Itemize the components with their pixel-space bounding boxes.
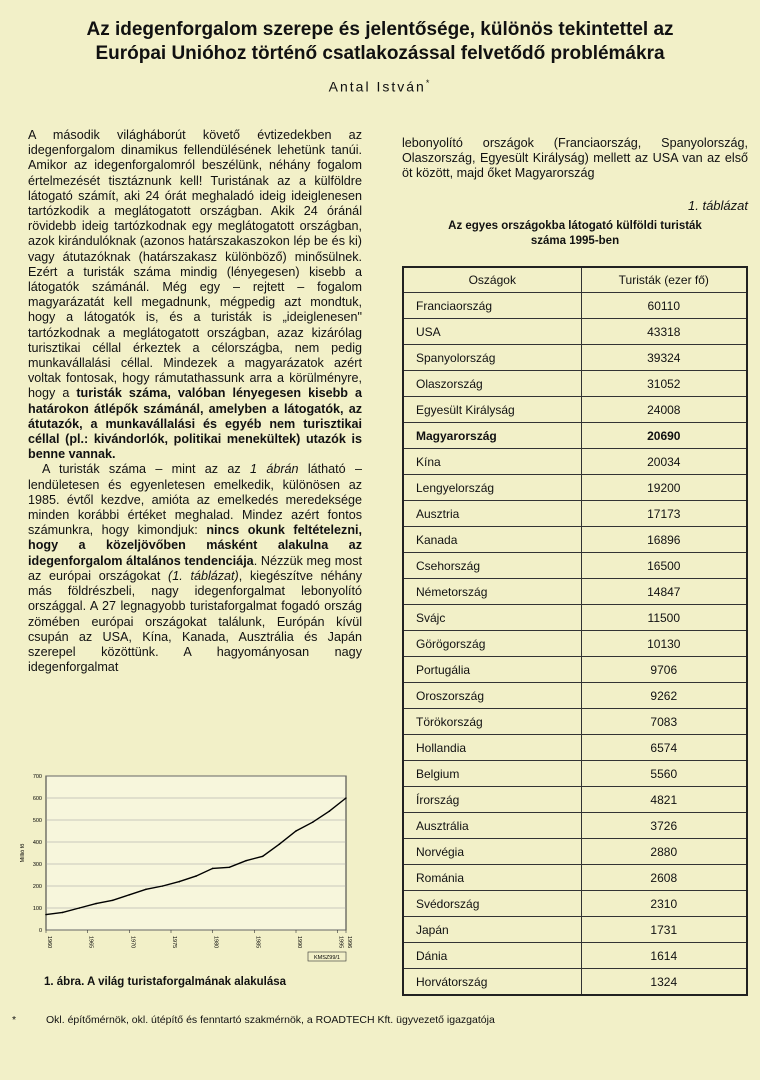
data-point [295, 830, 297, 832]
x-tick-label: 1965 [87, 936, 94, 949]
x-tick-label: 1975 [171, 936, 177, 949]
table-row [403, 865, 747, 891]
plot-area [46, 776, 346, 930]
table-header-row [403, 267, 747, 293]
country-cell: Csehország [403, 553, 581, 579]
country-cell: Olaszország [403, 371, 581, 397]
tourist-table [402, 266, 748, 996]
country-cell: Ausztria [403, 501, 581, 527]
country-cell: Oroszország [403, 683, 581, 709]
table-row [403, 683, 747, 709]
country-cell: Lengyelország [403, 475, 581, 501]
x-tick-label: 1970 [129, 936, 136, 949]
x-tick-label: 1980 [212, 936, 219, 949]
tourist-count-cell: 24008 [581, 397, 747, 423]
table-number: 1. táblázat [688, 198, 748, 213]
table-row [403, 813, 747, 839]
tourist-count-cell: 60110 [581, 293, 747, 319]
left-column [28, 128, 362, 675]
tourist-count-cell: 6574 [581, 735, 747, 761]
paragraph-1-bold: turisták száma, valóban lényegesen kisebb a határokon átlépők számánál, amelyben a látogatók, az átutazók, a munkavállalási és egyéb nem turisztikai céllal (pl.: kivándorlók, politikai menekültek) utazók is benne vannak. [28, 386, 362, 462]
header-country: Oszágok [403, 267, 581, 293]
author-name: Antal István [328, 78, 426, 95]
y-tick-label: 0 [38, 928, 42, 934]
title-line-2: Európai Unióhoz történő csatlakozással felvetődő problémákra [95, 43, 665, 64]
paragraph-1-text: A második világháborút követő évtizedekben az idegenforgalom dinamikus fellendülésének lehetünk tanúi. Amikor az idegenforgalomról beszélünk, néhány fogalom értelmezését tisztáznunk kell! Turistának az a külföldre látogató számít, aki 24 órát meghaladó ideig ideiglenesen tartózkodik a meglátogatott országban. Akik 24 óránál rövidebb ideig tartózkodnak egy meglátogatott országban, azok kirándulóknak (azonos határszakaszokon lép be és ki) vagy átutazóknak (határszakasz különböző) minősülnek. Ezért a turisták száma mindig (lényegesen) kisebb a látogatók számánál. Még egy – rejtett – fogalom magyarázatát kell megadnunk, mégpedig azt mondtuk, hogy a látogatók is, és a turisták is „ideiglenesen" tartózkodnak a meglátogatott országban, azaz kizárólag turisztikai céllal érkeztek a célországba, nem pedig munkavállalási céllal. Mindezek a magyarázatok azért voltak fontosak, hogy rámutathassunk arra a körülményre, hogy a [28, 128, 362, 401]
source-tag: KMSZ99/1 [314, 955, 340, 961]
country-cell: Románia [403, 865, 581, 891]
table-row [403, 345, 747, 371]
tourist-count-cell: 5560 [581, 761, 747, 787]
x-tick-label: 1985 [254, 936, 261, 949]
table-row [403, 553, 747, 579]
country-cell: Magyarország [403, 423, 581, 449]
tourist-count-cell: 16500 [581, 553, 747, 579]
paragraph-2-text-b: látható – lendületesen és egyenletesen emelkedik, különösen az 1985. évtől kezdve, amióta az emelkedés meredeksége minden korábbi értéket meghalad. Mindez azért fontos számunkra, hogy kimondjuk: [28, 462, 362, 538]
data-point [195, 875, 197, 877]
table-title-line-2: száma 1995-ben [530, 235, 620, 247]
country-cell: Görögország [403, 631, 581, 657]
tourist-count-cell: 16896 [581, 527, 747, 553]
tourist-count-cell: 2608 [581, 865, 747, 891]
country-cell: Svájc [403, 605, 581, 631]
footnote-mark: * [12, 1014, 17, 1026]
y-tick-label: 300 [32, 862, 42, 868]
tourism-line-chart [16, 770, 368, 970]
data-point [162, 885, 164, 887]
footnote-text: Okl. építőmérnök, okl. útépítő és fenntartó szakmérnök, a ROADTECH Kft. ügyvezető igazgatója [46, 1014, 495, 1026]
title-line-1: Az idegenforgalom szerepe és jelentősége, különös tekintettel az [86, 19, 674, 40]
table-row [403, 969, 747, 996]
paragraph-2 [28, 462, 362, 675]
data-point [312, 821, 314, 823]
country-cell: Hollandia [403, 735, 581, 761]
table-row [403, 475, 747, 501]
table-body [403, 293, 747, 996]
data-point [345, 797, 347, 799]
data-point [79, 907, 81, 909]
tourist-count-cell: 17173 [581, 501, 747, 527]
paragraph-1 [28, 128, 362, 462]
x-tick-label: 1960 [46, 936, 52, 949]
country-cell: Horvátország [403, 969, 581, 996]
table-row [403, 579, 747, 605]
tourist-count-cell: 3726 [581, 813, 747, 839]
y-tick-label: 500 [32, 818, 42, 824]
y-tick-label: 400 [32, 840, 42, 846]
country-cell: Törökország [403, 709, 581, 735]
figure-caption: 1. ábra. A világ turistaforgalmának alakulása [44, 976, 287, 988]
data-point [62, 912, 64, 914]
tourist-count-cell: 10130 [581, 631, 747, 657]
x-tick-label: 1995 [337, 936, 344, 949]
country-cell: USA [403, 319, 581, 345]
table-reference: (1. táblázat) [168, 568, 239, 583]
tourist-count-cell: 2310 [581, 891, 747, 917]
data-point [112, 900, 114, 902]
country-cell: Ausztrália [403, 813, 581, 839]
tourist-count-cell: 11500 [581, 605, 747, 631]
data-point [145, 889, 147, 891]
data-point [45, 914, 47, 916]
data-point [329, 810, 331, 812]
country-cell: Portugália [403, 657, 581, 683]
table-row [403, 943, 747, 969]
data-point [262, 856, 264, 858]
tourist-count-cell: 20034 [581, 449, 747, 475]
y-tick-label: 100 [32, 906, 42, 912]
tourist-count-cell: 7083 [581, 709, 747, 735]
tourist-count-cell: 39324 [581, 345, 747, 371]
table-row [403, 501, 747, 527]
table-row [403, 423, 747, 449]
country-cell: Németország [403, 579, 581, 605]
right-column-text: lebonyolító országok (Franciaország, Spanyolország, Olaszország, Egyesült Királyság) mellett az USA van az első öt között, majd őket Magyarország [402, 136, 748, 181]
table-row [403, 891, 747, 917]
country-cell: Belgium [403, 761, 581, 787]
table-row [403, 657, 747, 683]
x-tick-label: 1990 [296, 936, 302, 949]
data-point [129, 894, 131, 896]
tourist-count-cell: 19200 [581, 475, 747, 501]
paragraph-2-text-c: . Nézzük meg most az európai országokat [28, 553, 363, 583]
article-title [30, 18, 730, 66]
table-row [403, 917, 747, 943]
country-cell: Dánia [403, 943, 581, 969]
tourist-count-cell: 1731 [581, 917, 747, 943]
footnote [12, 1014, 495, 1026]
table-row [403, 839, 747, 865]
figure-reference: 1 ábrán [250, 462, 299, 477]
table-row [403, 735, 747, 761]
country-cell: Franciaország [403, 293, 581, 319]
tourist-count-cell: 2880 [581, 839, 747, 865]
table-row [403, 631, 747, 657]
table-row [403, 787, 747, 813]
table-row [403, 293, 747, 319]
table-row [403, 371, 747, 397]
y-tick-label: 700 [32, 774, 42, 780]
country-cell: Svédország [403, 891, 581, 917]
data-point [229, 867, 231, 869]
tourist-count-cell: 20690 [581, 423, 747, 449]
table-row [403, 319, 747, 345]
country-cell: Spanyolország [403, 345, 581, 371]
y-tick-label: 200 [32, 884, 42, 890]
y-tick-label: 600 [32, 796, 42, 802]
author [0, 78, 760, 95]
country-cell: Kanada [403, 527, 581, 553]
country-cell: Japán [403, 917, 581, 943]
table-title-line-1: Az egyes országokba látogató külföldi turisták [448, 220, 702, 232]
data-point [212, 868, 214, 870]
tourist-count-cell: 1614 [581, 943, 747, 969]
table-row [403, 449, 747, 475]
table-row [403, 397, 747, 423]
table-row [403, 527, 747, 553]
tourist-count-cell: 9262 [581, 683, 747, 709]
author-footnote-mark: * [425, 78, 432, 88]
tourist-count-cell: 31052 [581, 371, 747, 397]
country-cell: Norvégia [403, 839, 581, 865]
table-title [402, 219, 748, 249]
table-row [403, 709, 747, 735]
data-point [179, 881, 181, 883]
tourist-count-cell: 1324 [581, 969, 747, 996]
paragraph-2-bold: nincs okunk feltételezni, hogy a közeljövőben másként alakulna az idegenforgalom általános tendenciája [28, 523, 363, 568]
data-point [279, 843, 281, 845]
tourist-count-cell: 14847 [581, 579, 747, 605]
country-cell: Kína [403, 449, 581, 475]
tourist-count-cell: 43318 [581, 319, 747, 345]
table-row [403, 605, 747, 631]
data-point [95, 903, 97, 905]
paragraph-2-text-a: A turisták száma – mint az az [42, 462, 250, 477]
country-cell: Írország [403, 787, 581, 813]
y-axis-label: Millió fő [20, 843, 26, 863]
x-tick-label: 1996 [346, 936, 352, 949]
table-row [403, 761, 747, 787]
data-point [245, 860, 247, 862]
header-tourists: Turisták (ezer fő) [581, 267, 747, 293]
tourist-count-cell: 4821 [581, 787, 747, 813]
tourist-count-cell: 9706 [581, 657, 747, 683]
paragraph-2-text-d: , kiegészítve néhány más földrészbeli, nagy idegenforgalmat lebonyolító országgal. A 27 legnagyobb turistaforgalmat fogadó ország zömében európai országokat találunk, Európán kívül csupán az USA, Kína, Kanada, Ausztrália és Japán szerepel közöttünk. A hagyományosan nagy idegenforgalmat [28, 568, 362, 675]
country-cell: Egyesült Királyság [403, 397, 581, 423]
